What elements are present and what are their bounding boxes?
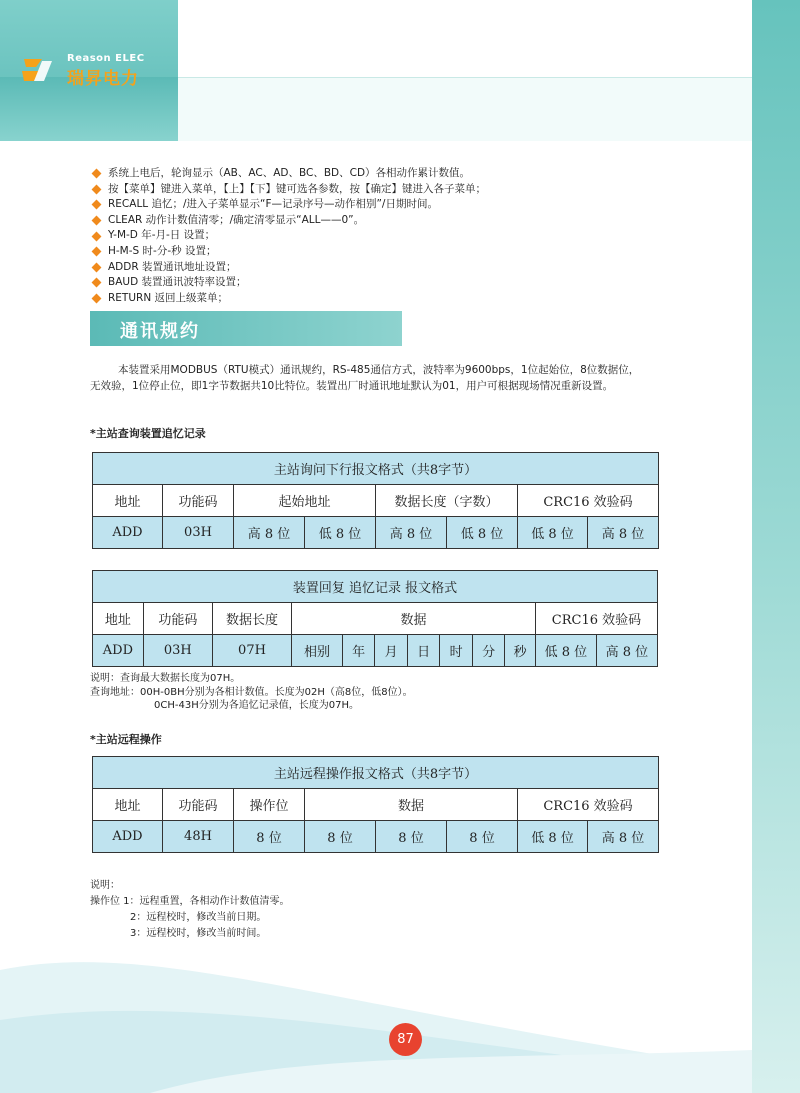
data-cell: 秒: [505, 635, 535, 667]
diamond-bullet-icon: [92, 247, 102, 257]
diamond-bullet-icon: [92, 184, 102, 194]
data-cell: 48H: [163, 821, 234, 853]
list-item: CLEAR 动作计数值清零；/确定清零显示“ALL——0”。: [90, 213, 710, 229]
diamond-bullet-icon: [92, 200, 102, 210]
note-line: 查询地址：00H-0BH分别为各相计数值。长度为02H（高8位，低8位）。: [90, 686, 413, 698]
header-cell: CRC16 效验码: [518, 485, 659, 517]
diamond-bullet-icon: [92, 231, 102, 241]
page-number-badge: 87: [389, 1023, 422, 1056]
list-item: RETURN 返回上级菜单；: [90, 291, 710, 307]
section-title: 通讯规约: [120, 321, 200, 342]
note-line: 说明：查询最大数据长度为07H。: [90, 673, 241, 684]
diamond-bullet-icon: [92, 294, 102, 304]
data-cell: 月: [375, 635, 408, 667]
footer-wave-decoration: [0, 930, 752, 1093]
data-cell: 高 8 位: [596, 635, 657, 667]
header-cell: 数据长度: [212, 603, 291, 635]
list-item: 系统上电后，轮询显示（AB、AC、AD、BC、BD、CD）各相动作累计数值。: [90, 166, 710, 182]
list-item: Y-M-D 年-月-日 设置；: [90, 228, 710, 244]
data-cell: 8 位: [376, 821, 447, 853]
protocol-intro: [90, 362, 730, 394]
note-line: 2：远程校时，修改当前日期。: [130, 912, 267, 923]
data-cell: ADD: [93, 635, 144, 667]
header-cell: CRC16 效验码: [518, 789, 659, 821]
header-cell: 功能码: [143, 603, 212, 635]
table-title: 主站询问下行报文格式（共8字节）: [93, 453, 659, 485]
data-cell: 低 8 位: [535, 635, 596, 667]
brand-name-cn: 瑞昇电力: [67, 69, 139, 89]
query-heading: *主站查询装置追忆记录: [90, 427, 206, 440]
note-line: 操作位 1：远程重置，各相动作计数值清零。: [90, 896, 290, 907]
data-cell: 日: [407, 635, 440, 667]
data-cell: 高 8 位: [588, 517, 659, 549]
data-cell: 高 8 位: [234, 517, 305, 549]
remote-heading: *主站远程操作: [90, 733, 162, 746]
data-cell: 相别: [292, 635, 343, 667]
list-item: RECALL 追忆；/进入子菜单显示“F—记录序号—动作相别”/日期时间。: [90, 197, 710, 213]
brand-name-en: Reason ELEC: [67, 53, 145, 64]
data-cell: 年: [342, 635, 375, 667]
menu-instructions-list: [90, 166, 710, 306]
header-cell: 起始地址: [234, 485, 376, 517]
note-line: 3：远程校时，修改当前时间。: [130, 928, 267, 939]
data-cell: 低 8 位: [518, 821, 588, 853]
query-request-table: [92, 452, 659, 549]
header-cell: 地址: [93, 485, 163, 517]
data-cell: 高 8 位: [376, 517, 447, 549]
header-cell: 功能码: [163, 789, 234, 821]
data-cell: 8 位: [234, 821, 305, 853]
table-title: 装置回复 追忆记录 报文格式: [93, 571, 658, 603]
table-title: 主站远程操作报文格式（共8字节）: [93, 757, 659, 789]
section-header-bar: [90, 311, 402, 346]
header-cell: 数据: [292, 603, 536, 635]
diamond-bullet-icon: [92, 278, 102, 288]
diamond-bullet-icon: [92, 169, 102, 179]
intro-line: 本装置采用MODBUS（RTU模式）通讯规约，RS-485通信方式，波特率为9600bps，1位起始位，8位数据位，: [118, 364, 640, 376]
header-cell: CRC16 效验码: [535, 603, 657, 635]
list-item: 按【菜单】键进入菜单，【上】【下】键可选各参数，按【确定】键进入各子菜单；: [90, 182, 710, 198]
header-cell: 数据长度（字数）: [376, 485, 518, 517]
data-cell: 低 8 位: [447, 517, 518, 549]
intro-line: 无效验，1位停止位，即1字节数据共10比特位。装置出厂时通讯地址默认为01，用户可根据现场情况重新设置。: [90, 380, 614, 392]
data-cell: 8 位: [447, 821, 518, 853]
query-notes: [90, 672, 413, 713]
data-cell: ADD: [93, 821, 163, 853]
query-reply-table: [92, 570, 658, 667]
diamond-bullet-icon: [92, 216, 102, 226]
list-item: ADDR 装置通讯地址设置；: [90, 260, 710, 276]
header-cell: 数据: [305, 789, 518, 821]
data-cell: 07H: [212, 635, 291, 667]
header-cell: 地址: [93, 789, 163, 821]
note-line: 0CH-43H分别为各追忆记录值，长度为07H。: [154, 700, 359, 711]
data-cell: 03H: [143, 635, 212, 667]
header-cell: 功能码: [163, 485, 234, 517]
data-cell: 高 8 位: [588, 821, 659, 853]
list-item: BAUD 装置通讯波特率设置；: [90, 275, 710, 291]
brand-logo-icon: [20, 55, 56, 85]
note-line: 说明：: [90, 880, 120, 891]
diamond-bullet-icon: [92, 262, 102, 272]
data-cell: 时: [440, 635, 473, 667]
data-cell: 低 8 位: [518, 517, 588, 549]
header-white-panel: [178, 0, 752, 78]
data-cell: 03H: [163, 517, 234, 549]
data-cell: 分: [472, 635, 505, 667]
list-item: H-M-S 时-分-秒 设置；: [90, 244, 710, 260]
remote-operation-table: [92, 756, 659, 853]
data-cell: 8 位: [305, 821, 376, 853]
header-cell: 操作位: [234, 789, 305, 821]
data-cell: ADD: [93, 517, 163, 549]
header-cell: 地址: [93, 603, 144, 635]
data-cell: 低 8 位: [305, 517, 376, 549]
right-edge-panel: [752, 0, 800, 1093]
